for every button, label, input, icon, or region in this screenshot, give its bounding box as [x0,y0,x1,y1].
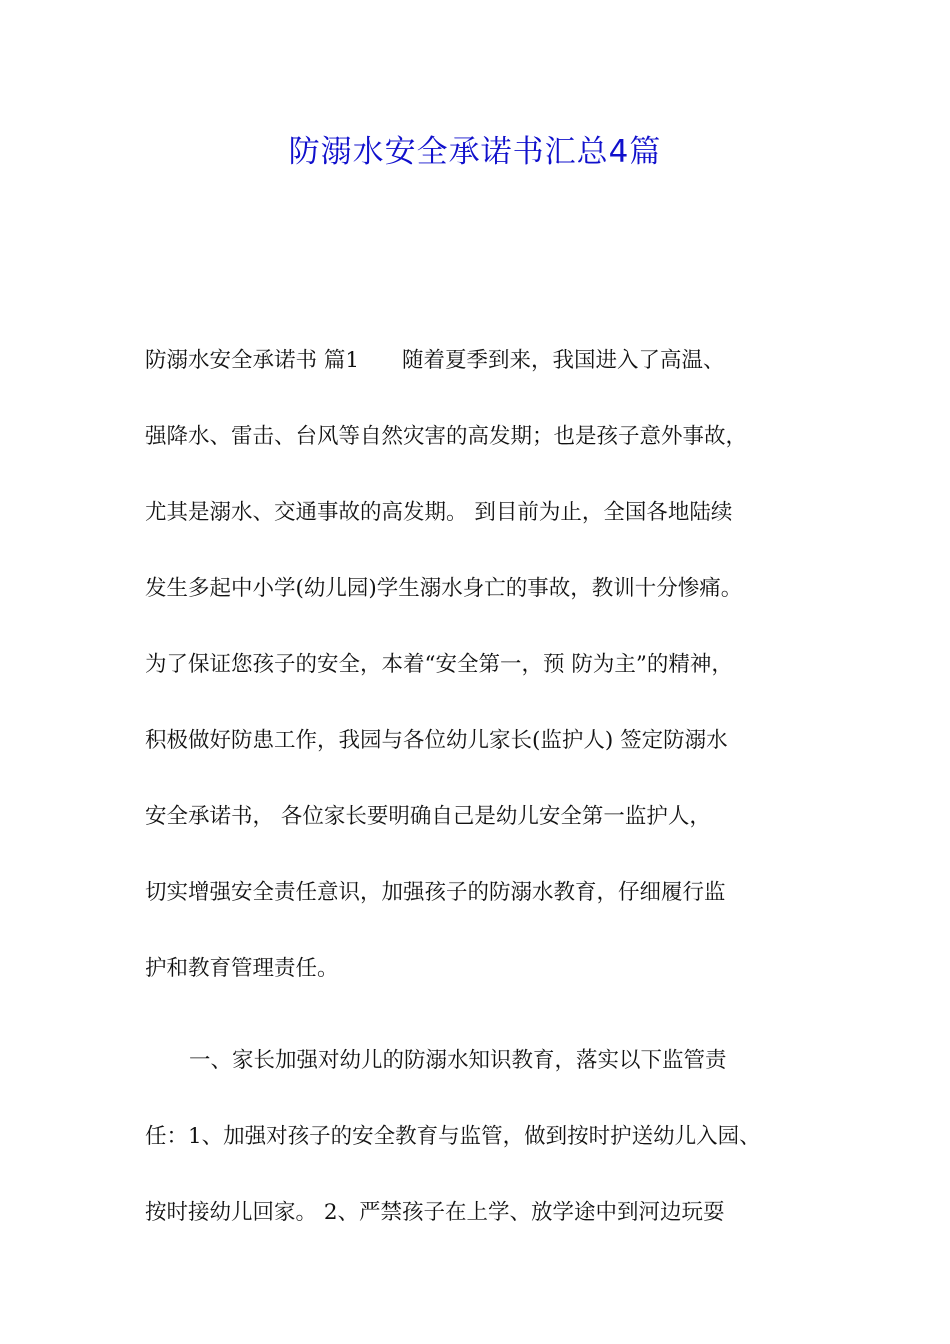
paragraph-line: 护和教育管理责任。 [145,956,339,981]
paragraph-line: 积极做好防患工作，我园与各位幼儿家长(监护人) 签定防溺水 [145,728,728,753]
paragraph-line: 任：1、加强对孩子的安全教育与监管，做到按时护送幼儿入园、 [145,1124,761,1149]
paragraph-line: 一、家长加强对幼儿的防溺水知识教育，落实以下监管责 [189,1048,727,1073]
paragraph-line: 切实增强安全责任意识，加强孩子的防溺水教育，仔细履行监 [145,880,726,905]
document-body [145,337,825,1265]
paragraph-line: 按时接幼儿回家。 2、严禁孩子在上学、放学途中到河边玩耍 [145,1200,725,1225]
paragraph-line: 防溺水安全承诺书 篇1 随着夏季到来，我国进入了高温、 [145,348,725,373]
paragraph-line: 发生多起中小学(幼儿园)学生溺水身亡的事故，教训十分惨痛。 [145,576,743,601]
paragraph-line: 尤其是溺水、交通事故的高发期。 到目前为止，全国各地陆续 [145,500,733,525]
paragraph-line: 为了保证您孩子的安全，本着“安全第一，预 防为主”的精神， [145,652,733,677]
document-title: 防溺水安全承诺书汇总4篇 [288,134,662,170]
paragraph-line: 安全承诺书， 各位家长要明确自己是幼儿安全第一监护人， [145,804,711,829]
paragraph-line: 强降水、雷击、台风等自然灾害的高发期；也是孩子意外事故， [145,424,748,449]
